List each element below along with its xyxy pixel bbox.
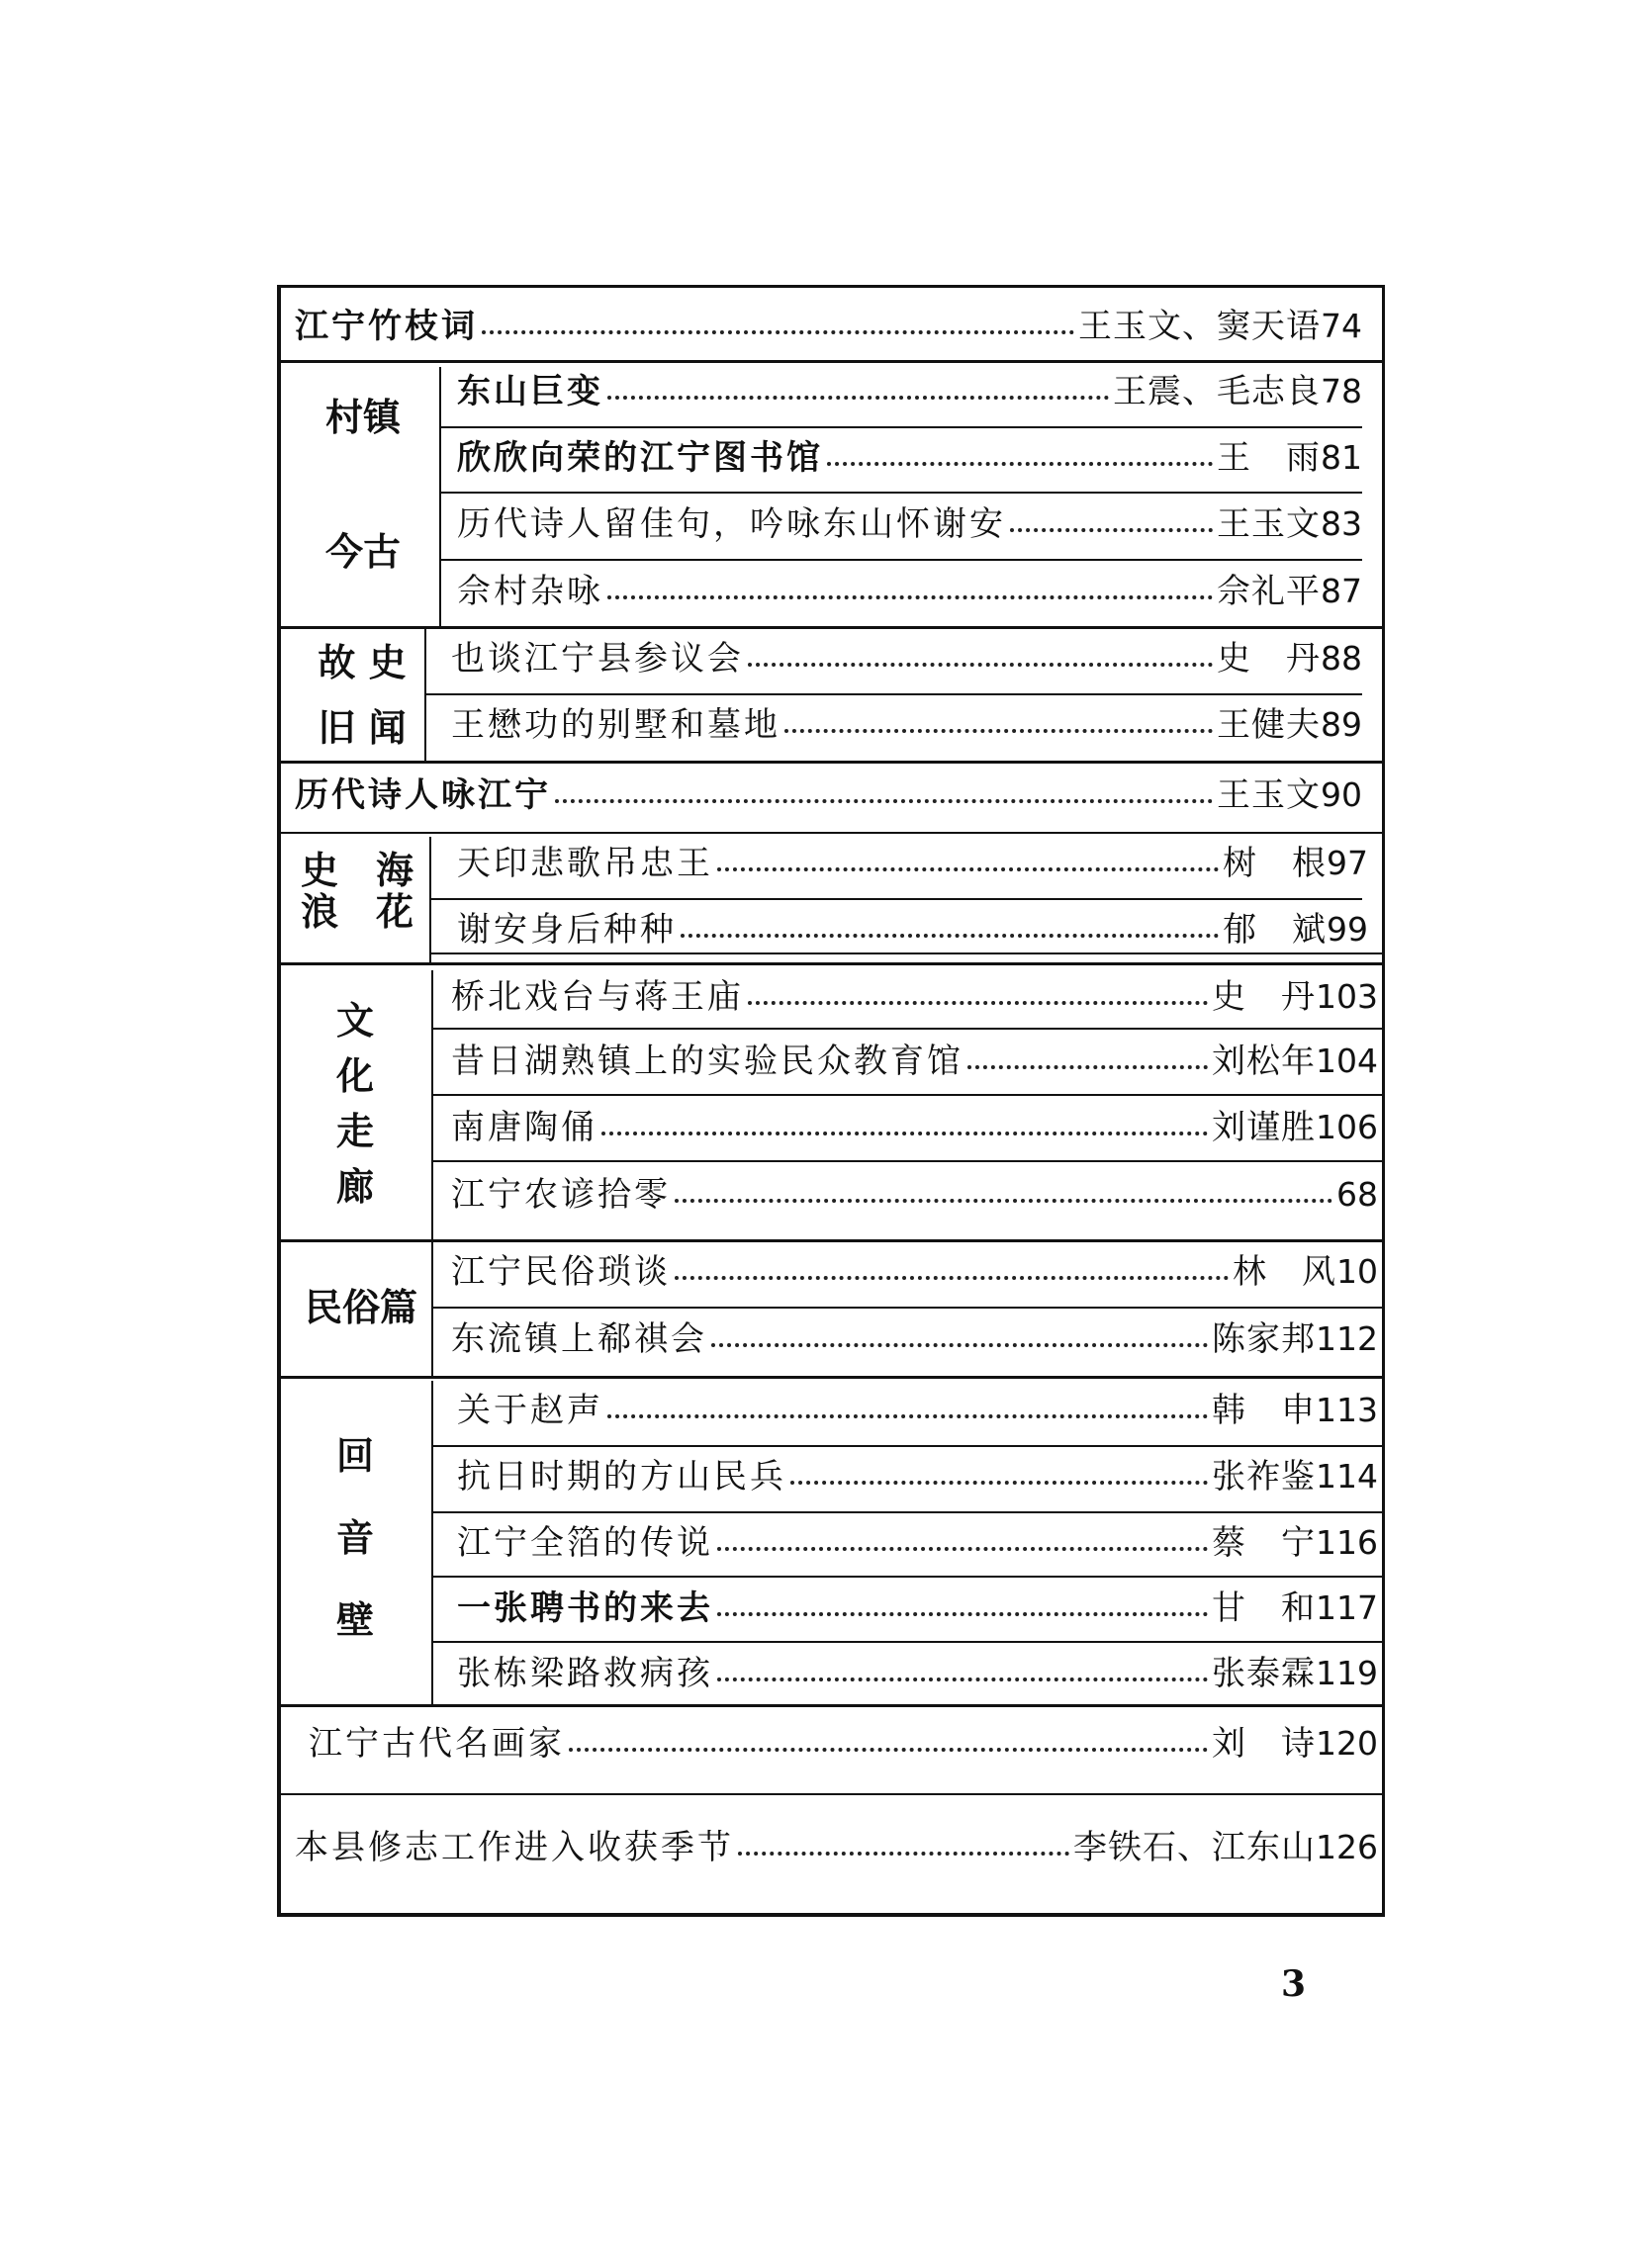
section-label-cunzhen-2: 今古	[324, 530, 401, 574]
toc-entry	[457, 572, 1362, 611]
entry-separator	[439, 426, 1362, 428]
entry-separator	[439, 492, 1362, 494]
leader-dots	[601, 1132, 1208, 1135]
section-divider	[281, 1239, 1382, 1242]
toc-entry	[457, 372, 1362, 411]
section-label-gushi-2: 旧 闻	[318, 706, 407, 750]
entry-author: 王健夫	[1217, 705, 1321, 745]
leader-dots	[482, 330, 1074, 334]
toc-entry	[457, 844, 1368, 883]
entry-author: 王玉文	[1217, 775, 1321, 815]
entry-title: 本县修志工作进入收获季节	[295, 1828, 734, 1867]
entry-page: 87	[1321, 572, 1362, 610]
entry-author: 蔡 宁	[1212, 1523, 1316, 1563]
leader-dots	[717, 867, 1219, 871]
toc-entry	[295, 1828, 1378, 1867]
toc-entry	[451, 1252, 1378, 1292]
section-label-wenhua-3: 走	[335, 1110, 374, 1153]
section-label-cunzhen-1: 村镇	[324, 396, 401, 439]
toc-entry	[457, 1523, 1378, 1563]
entry-title: 佘村杂咏	[457, 572, 603, 611]
entry-author: 林 风	[1233, 1252, 1336, 1292]
entry-page: 10	[1336, 1252, 1378, 1291]
label-separator	[431, 1381, 433, 1704]
leader-dots	[711, 1343, 1208, 1347]
entry-title: 桥北戏台与蒋王庙	[451, 977, 744, 1017]
page-number: 3	[1281, 1963, 1307, 2005]
leader-dots	[738, 1852, 1069, 1856]
leader-dots	[675, 1276, 1229, 1280]
entry-page: 103	[1316, 977, 1378, 1016]
leader-dots	[717, 1547, 1208, 1551]
leader-dots	[607, 595, 1213, 599]
toc-entry	[451, 1319, 1378, 1359]
entry-author: 王玉文	[1217, 504, 1321, 544]
entry-separator	[431, 1445, 1382, 1447]
entry-separator	[431, 1641, 1382, 1643]
entry-separator	[424, 693, 1362, 695]
entry-separator	[439, 559, 1362, 561]
entry-page: 106	[1316, 1108, 1378, 1146]
toc-entry	[451, 1175, 1378, 1215]
entry-title: 欣欣向荣的江宁图书馆	[457, 438, 823, 478]
entry-author: 王震、毛志良	[1113, 372, 1321, 411]
entry-title: 关于赵声	[457, 1391, 603, 1430]
section-label-wenhua-4: 廊	[335, 1165, 374, 1209]
leader-dots	[681, 934, 1219, 938]
entry-title: 江宁全箔的传说	[457, 1523, 713, 1563]
toc-entry	[451, 1108, 1378, 1147]
toc-entry	[457, 1588, 1378, 1628]
leader-dots	[784, 729, 1213, 733]
table-of-contents	[277, 285, 1385, 1917]
leader-dots	[607, 396, 1109, 400]
entry-author: 史 丹	[1212, 977, 1316, 1017]
toc-entry	[309, 1724, 1378, 1764]
entry-page: 99	[1327, 910, 1368, 949]
section-divider	[281, 962, 1382, 965]
entry-page: 120	[1316, 1724, 1378, 1763]
toc-entry	[457, 1457, 1378, 1496]
entry-author: 刘 诗	[1212, 1724, 1316, 1764]
leader-dots	[827, 462, 1213, 466]
entry-page: 97	[1327, 844, 1368, 882]
label-separator	[431, 1242, 433, 1376]
entry-page: 114	[1316, 1457, 1378, 1496]
entry-author: 佘礼平	[1217, 572, 1321, 611]
toc-entry	[457, 1654, 1378, 1693]
entry-title: 谢安身后种种	[457, 910, 677, 950]
section-divider	[281, 761, 1382, 764]
entry-title: 江宁古代名画家	[309, 1724, 565, 1764]
entry-page: 90	[1321, 775, 1362, 814]
entry-page: 68	[1336, 1175, 1378, 1214]
entry-title: 王懋功的别墅和墓地	[451, 705, 780, 745]
entry-page: 126	[1316, 1828, 1378, 1866]
entry-separator	[431, 1511, 1382, 1513]
entry-title: 东流镇上郗祺会	[451, 1319, 707, 1359]
entry-separator	[431, 1307, 1382, 1309]
entry-title: 东山巨变	[457, 372, 603, 411]
toc-entry	[451, 705, 1362, 745]
section-label-huiyin-3: 壁	[335, 1598, 374, 1642]
section-label-wenhua-1: 文	[335, 999, 374, 1043]
entry-author: 甘 和	[1212, 1588, 1316, 1628]
entry-page: 113	[1316, 1391, 1378, 1429]
toc-entry	[457, 504, 1362, 544]
entry-separator	[431, 1094, 1382, 1096]
label-separator	[439, 367, 441, 626]
toc-entry	[457, 1391, 1378, 1430]
leader-dots	[717, 1612, 1208, 1616]
section-label-huiyin-1: 回	[335, 1434, 374, 1478]
entry-author: 张泰霖	[1212, 1654, 1316, 1693]
entry-page: 119	[1316, 1654, 1378, 1692]
toc-entry	[295, 775, 1362, 815]
section-divider	[281, 1793, 1382, 1795]
section-label-minsu: 民俗篇	[304, 1286, 417, 1329]
section-divider	[281, 360, 1382, 363]
entry-page: 78	[1321, 372, 1362, 410]
leader-dots	[790, 1481, 1208, 1485]
entry-page: 83	[1321, 504, 1362, 543]
entry-author: 王 雨	[1217, 438, 1321, 478]
entry-page: 81	[1321, 438, 1362, 477]
entry-author: 韩 申	[1212, 1391, 1316, 1430]
leader-dots	[748, 1001, 1208, 1005]
entry-author: 王玉文、窦天语	[1078, 307, 1321, 346]
section-label-shihai-2: 浪 花	[300, 890, 413, 934]
section-label-wenhua-2: 化	[335, 1054, 374, 1098]
entry-page: 112	[1316, 1319, 1378, 1358]
section-divider	[281, 626, 1382, 629]
section-divider	[281, 832, 1382, 834]
entry-page: 74	[1321, 307, 1362, 345]
section-label-shihai-1: 史 海	[300, 849, 413, 892]
section-divider	[281, 1376, 1382, 1379]
toc-entry	[457, 910, 1368, 950]
toc-entry	[295, 307, 1362, 346]
section-label-huiyin-2: 音	[335, 1516, 374, 1560]
entry-author: 李铁石、江东山	[1073, 1828, 1316, 1867]
leader-dots	[569, 1748, 1208, 1752]
entry-page: 104	[1316, 1042, 1378, 1080]
entry-title: 南唐陶俑	[451, 1108, 597, 1147]
toc-entry	[451, 977, 1378, 1017]
leader-dots	[717, 1678, 1208, 1681]
entry-separator	[431, 1160, 1382, 1162]
entry-title: 昔日湖熟镇上的实验民众教育馆	[451, 1042, 964, 1081]
entry-title: 抗日时期的方山民兵	[457, 1457, 786, 1496]
entry-title: 天印悲歌吊忠王	[457, 844, 713, 883]
toc-entry	[451, 639, 1362, 679]
entry-title: 历代诗人留佳句，吟咏东山怀谢安	[457, 504, 1006, 544]
leader-dots	[675, 1199, 1332, 1203]
entry-page: 116	[1316, 1523, 1378, 1562]
entry-author: 树 根	[1223, 844, 1327, 883]
entry-page: 88	[1321, 639, 1362, 678]
entry-title: 江宁民俗琐谈	[451, 1252, 671, 1292]
leader-dots	[748, 663, 1213, 667]
entry-author: 张祚鉴	[1212, 1457, 1316, 1496]
entry-title: 江宁竹枝词	[295, 307, 478, 346]
leader-dots	[1010, 528, 1213, 532]
toc-entry	[457, 438, 1362, 478]
entry-author: 陈家邦	[1212, 1319, 1316, 1359]
entry-separator	[431, 1576, 1382, 1578]
entry-page: 117	[1316, 1588, 1378, 1627]
entry-title: 江宁农谚拾零	[451, 1175, 671, 1215]
entry-title: 一张聘书的来去	[457, 1588, 713, 1628]
leader-dots	[607, 1414, 1208, 1418]
entry-title: 也谈江宁县参议会	[451, 639, 744, 679]
label-separator	[431, 970, 433, 1239]
toc-entry	[451, 1042, 1378, 1081]
entry-separator	[429, 952, 1382, 954]
entry-author: 郁 斌	[1223, 910, 1327, 950]
entry-title: 张栋梁路救病孩	[457, 1654, 713, 1693]
entry-author: 刘松年	[1212, 1042, 1316, 1081]
entry-author: 史 丹	[1217, 639, 1321, 679]
leader-dots	[555, 799, 1213, 803]
entry-author: 刘谨胜	[1212, 1108, 1316, 1147]
section-label-gushi-1: 故 史	[318, 641, 407, 684]
entry-separator	[431, 1028, 1382, 1030]
section-divider	[281, 1704, 1382, 1707]
entry-title: 历代诗人咏江宁	[295, 775, 551, 815]
leader-dots	[967, 1065, 1208, 1069]
entry-separator	[429, 898, 1362, 900]
entry-page: 89	[1321, 705, 1362, 744]
